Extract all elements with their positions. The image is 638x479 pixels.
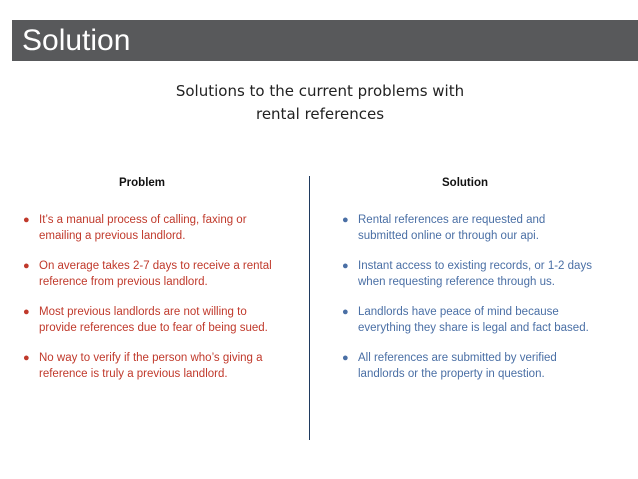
item-line: Rental references are requested and bbox=[358, 214, 546, 226]
item-line: everything they share is legal and fact based. bbox=[358, 322, 589, 334]
bullet-dot-icon: ● bbox=[23, 260, 30, 272]
subtitle-line-2: rental references bbox=[255, 105, 385, 123]
solution-list bbox=[342, 212, 632, 396]
bullet-dot-icon: ● bbox=[342, 214, 349, 226]
item-line: landlords or the property in question. bbox=[358, 368, 545, 380]
list-item bbox=[23, 304, 303, 336]
item-line: when requesting reference through us. bbox=[358, 276, 555, 288]
item-line: Landlords have peace of mind because bbox=[358, 306, 559, 318]
item-line: emailing a previous landlord. bbox=[39, 230, 186, 242]
item-line: No way to verify if the person who’s giving a bbox=[39, 352, 263, 364]
solution-heading: Solution bbox=[442, 177, 488, 189]
item-line: reference is truly a previous landlord. bbox=[39, 368, 228, 380]
title-bar bbox=[12, 20, 638, 61]
bullet-dot-icon: ● bbox=[342, 352, 349, 364]
problem-heading: Problem bbox=[119, 177, 166, 189]
bullet-dot-icon: ● bbox=[23, 306, 30, 318]
list-item bbox=[23, 350, 303, 382]
item-line: All references are submitted by verified bbox=[358, 352, 557, 364]
slide-subtitle bbox=[120, 80, 520, 126]
list-item bbox=[342, 212, 632, 244]
item-line: Most previous landlords are not willing to bbox=[39, 306, 247, 318]
problem-list bbox=[23, 212, 303, 396]
item-line: It’s a manual process of calling, faxing or bbox=[39, 214, 247, 226]
item-line: submitted online or through our api. bbox=[358, 230, 539, 242]
item-line: provide references due to fear of being sued. bbox=[39, 322, 268, 334]
subtitle-line-1: Solutions to the current problems with bbox=[175, 82, 465, 100]
item-line: Instant access to existing records, or 1-2 days bbox=[358, 260, 592, 272]
page-title: Solution bbox=[22, 24, 131, 57]
item-line: reference from previous landlord. bbox=[39, 276, 208, 288]
bullet-dot-icon: ● bbox=[23, 352, 30, 364]
bullet-dot-icon: ● bbox=[342, 260, 349, 272]
bullet-dot-icon: ● bbox=[23, 214, 30, 226]
list-item bbox=[342, 304, 632, 336]
list-item bbox=[342, 258, 632, 290]
list-item bbox=[342, 350, 632, 382]
column-divider bbox=[309, 176, 310, 440]
list-item bbox=[23, 212, 303, 244]
list-item bbox=[23, 258, 303, 290]
bullet-dot-icon: ● bbox=[342, 306, 349, 318]
item-line: On average takes 2-7 days to receive a rental bbox=[39, 260, 272, 272]
